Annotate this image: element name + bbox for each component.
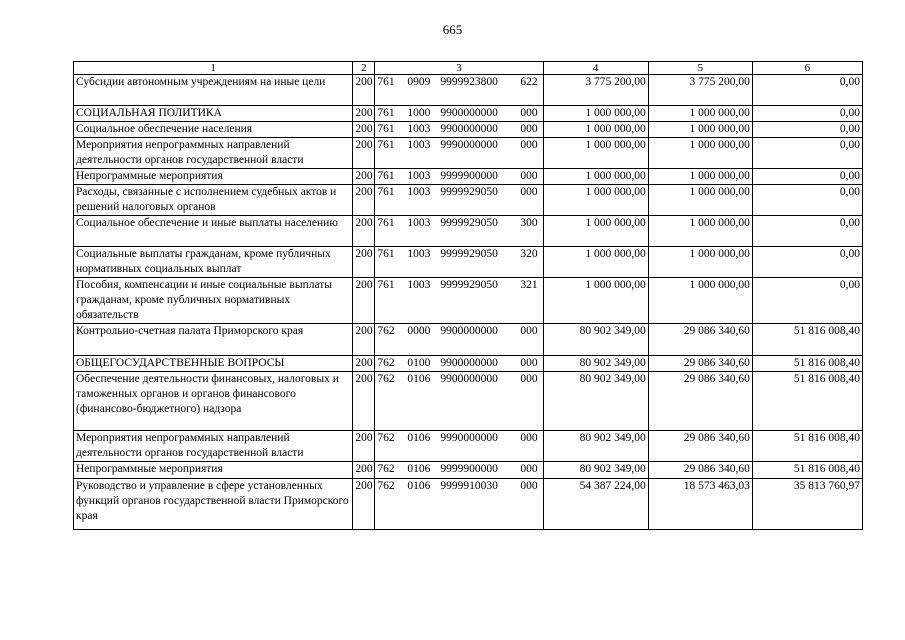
code-department: 761 <box>377 107 395 119</box>
row-value-col5: 1 000 000,00 <box>648 185 752 216</box>
row-code-200: 200 <box>353 278 375 324</box>
code-expense-type: 320 <box>520 248 538 260</box>
row-value-col5: 29 086 340,60 <box>648 372 752 431</box>
table-row <box>74 278 863 324</box>
code-department: 762 <box>377 373 395 385</box>
header-col-2: 2 <box>353 62 375 75</box>
row-name: Социальное обеспечение и иные выплаты населению <box>74 216 353 247</box>
row-value-col5: 1 000 000,00 <box>648 138 752 169</box>
row-classification-code <box>375 216 543 247</box>
code-department: 761 <box>377 248 395 260</box>
row-value-col4: 1 000 000,00 <box>543 169 648 185</box>
code-target: 9999929050 <box>440 186 498 198</box>
row-classification-code <box>375 479 543 530</box>
row-value-col5: 1 000 000,00 <box>648 216 752 247</box>
code-department: 761 <box>377 217 395 229</box>
table-row <box>74 185 863 216</box>
row-classification-code <box>375 356 543 372</box>
code-expense-type: 000 <box>520 357 538 369</box>
code-department: 762 <box>377 463 395 475</box>
table-row <box>74 75 863 106</box>
row-value-col5: 1 000 000,00 <box>648 169 752 185</box>
row-value-col6: 51 816 008,40 <box>752 324 862 356</box>
code-expense-type: 300 <box>520 217 538 229</box>
code-section: 0100 <box>407 357 431 369</box>
row-code-200: 200 <box>353 356 375 372</box>
budget-table <box>73 61 863 530</box>
code-target: 9999929050 <box>440 217 498 229</box>
row-name: СОЦИАЛЬНАЯ ПОЛИТИКА <box>74 106 353 122</box>
header-col-4: 4 <box>543 62 648 75</box>
row-code-200: 200 <box>353 479 375 530</box>
code-expense-type: 000 <box>520 186 538 198</box>
code-expense-type: 000 <box>520 432 538 444</box>
header-col-5: 5 <box>648 62 752 75</box>
row-classification-code <box>375 247 543 278</box>
row-value-col6: 0,00 <box>752 247 862 278</box>
row-value-col6: 0,00 <box>752 75 862 106</box>
row-value-col6: 0,00 <box>752 169 862 185</box>
code-expense-type: 000 <box>520 480 538 492</box>
row-classification-code <box>375 106 543 122</box>
row-code-200: 200 <box>353 372 375 431</box>
row-value-col4: 1 000 000,00 <box>543 138 648 169</box>
row-code-200: 200 <box>353 247 375 278</box>
code-target: 9900000000 <box>440 373 498 385</box>
row-classification-code <box>375 431 543 462</box>
row-value-col6: 51 816 008,40 <box>752 431 862 462</box>
row-value-col6: 0,00 <box>752 278 862 324</box>
table-row <box>74 169 863 185</box>
page-number: 665 <box>442 22 463 37</box>
code-target: 9999929050 <box>440 279 498 291</box>
code-expense-type: 000 <box>520 170 538 182</box>
code-target: 9990000000 <box>440 432 498 444</box>
row-value-col6: 0,00 <box>752 138 862 169</box>
code-expense-type: 000 <box>520 373 538 385</box>
row-classification-code <box>375 324 543 356</box>
code-section: 0106 <box>407 463 431 475</box>
row-value-col4: 1 000 000,00 <box>543 247 648 278</box>
row-classification-code <box>375 138 543 169</box>
code-section: 1003 <box>407 186 431 198</box>
table-row <box>74 431 863 462</box>
row-name: Контрольно-счетная палата Приморского края <box>74 324 353 356</box>
code-expense-type: 000 <box>520 463 538 475</box>
code-target: 9900000000 <box>440 107 498 119</box>
row-value-col4: 80 902 349,00 <box>543 372 648 431</box>
row-value-col6: 51 816 008,40 <box>752 372 862 431</box>
row-value-col6: 0,00 <box>752 216 862 247</box>
table-row <box>74 356 863 372</box>
row-code-200: 200 <box>353 106 375 122</box>
code-department: 761 <box>377 76 395 88</box>
code-department: 762 <box>377 432 395 444</box>
code-section: 1003 <box>407 248 431 260</box>
code-target: 9900000000 <box>440 123 498 135</box>
row-name: Непрограммные мероприятия <box>74 169 353 185</box>
row-classification-code <box>375 462 543 479</box>
code-department: 761 <box>377 139 395 151</box>
row-name: ОБЩЕГОСУДАРСТВЕННЫЕ ВОПРОСЫ <box>74 356 353 372</box>
table-row <box>74 372 863 431</box>
row-code-200: 200 <box>353 169 375 185</box>
row-code-200: 200 <box>353 216 375 247</box>
row-value-col4: 1 000 000,00 <box>543 216 648 247</box>
row-value-col6: 0,00 <box>752 122 862 138</box>
code-target: 9999910030 <box>440 480 498 492</box>
code-section: 0106 <box>407 373 431 385</box>
code-target: 9999900000 <box>440 170 498 182</box>
code-expense-type: 000 <box>520 123 538 135</box>
code-expense-type: 321 <box>520 279 538 291</box>
code-expense-type: 000 <box>520 325 538 337</box>
row-name: Непрограммные мероприятия <box>74 462 353 479</box>
row-classification-code <box>375 75 543 106</box>
code-department: 762 <box>377 357 395 369</box>
row-value-col5: 1 000 000,00 <box>648 247 752 278</box>
row-value-col5: 29 086 340,60 <box>648 431 752 462</box>
table-row <box>74 106 863 122</box>
row-value-col4: 54 387 224,00 <box>543 479 648 530</box>
code-section: 1003 <box>407 139 431 151</box>
row-name: Мероприятия непрограммных направлений деятельности органов государственной власти <box>74 138 353 169</box>
code-target: 9999900000 <box>440 463 498 475</box>
code-expense-type: 000 <box>520 139 538 151</box>
code-department: 761 <box>377 170 395 182</box>
row-value-col5: 1 000 000,00 <box>648 278 752 324</box>
code-section: 1000 <box>407 107 431 119</box>
table-row <box>74 462 863 479</box>
code-section: 1003 <box>407 279 431 291</box>
code-target: 9900000000 <box>440 325 498 337</box>
code-section: 0106 <box>407 432 431 444</box>
row-value-col5: 1 000 000,00 <box>648 106 752 122</box>
row-value-col4: 80 902 349,00 <box>543 356 648 372</box>
code-department: 762 <box>377 480 395 492</box>
row-value-col5: 29 086 340,60 <box>648 462 752 479</box>
table-row <box>74 479 863 530</box>
table-row <box>74 324 863 356</box>
row-value-col5: 1 000 000,00 <box>648 122 752 138</box>
row-name: Субсидии автономным учреждениям на иные цели <box>74 75 353 106</box>
header-col-6: 6 <box>752 62 862 75</box>
code-section: 0909 <box>407 76 431 88</box>
code-section: 1003 <box>407 123 431 135</box>
row-value-col6: 51 816 008,40 <box>752 462 862 479</box>
row-classification-code <box>375 185 543 216</box>
code-section: 0106 <box>407 480 431 492</box>
row-name: Руководство и управление в сфере установленных функций органов государственной власти Приморского края <box>74 479 353 530</box>
code-department: 761 <box>377 123 395 135</box>
row-value-col4: 80 902 349,00 <box>543 431 648 462</box>
row-name: Пособия, компенсации и иные социальные выплаты гражданам, кроме публичных нормативных обязательств <box>74 278 353 324</box>
code-section: 0000 <box>407 325 431 337</box>
row-name: Обеспечение деятельности финансовых, налоговых и таможенных органов и органов финансового (финансово-бюджетного) надзора <box>74 372 353 431</box>
row-code-200: 200 <box>353 138 375 169</box>
row-code-200: 200 <box>353 324 375 356</box>
row-value-col5: 29 086 340,60 <box>648 324 752 356</box>
code-target: 9999929050 <box>440 248 498 260</box>
row-value-col5: 29 086 340,60 <box>648 356 752 372</box>
row-classification-code <box>375 122 543 138</box>
row-value-col6: 51 816 008,40 <box>752 356 862 372</box>
row-value-col6: 35 813 760,97 <box>752 479 862 530</box>
code-section: 1003 <box>407 217 431 229</box>
table-row <box>74 247 863 278</box>
row-classification-code <box>375 169 543 185</box>
code-expense-type: 622 <box>520 76 538 88</box>
row-name: Мероприятия непрограммных направлений деятельности органов государственной власти <box>74 431 353 462</box>
row-value-col4: 3 775 200,00 <box>543 75 648 106</box>
row-code-200: 200 <box>353 122 375 138</box>
table-header-row <box>74 62 863 75</box>
row-name: Расходы, связанные с исполнением судебных актов и решений налоговых органов <box>74 185 353 216</box>
row-value-col4: 1 000 000,00 <box>543 185 648 216</box>
code-department: 761 <box>377 186 395 198</box>
table-row <box>74 122 863 138</box>
row-name: Социальные выплаты гражданам, кроме публичных нормативных социальных выплат <box>74 247 353 278</box>
row-value-col5: 18 573 463,03 <box>648 479 752 530</box>
row-classification-code <box>375 278 543 324</box>
code-department: 761 <box>377 279 395 291</box>
row-code-200: 200 <box>353 75 375 106</box>
code-section: 1003 <box>407 170 431 182</box>
code-target: 9990000000 <box>440 139 498 151</box>
row-value-col4: 80 902 349,00 <box>543 324 648 356</box>
row-name: Социальное обеспечение населения <box>74 122 353 138</box>
code-target: 9900000000 <box>440 357 498 369</box>
code-target: 9999923800 <box>440 76 498 88</box>
row-value-col5: 3 775 200,00 <box>648 75 752 106</box>
row-value-col4: 1 000 000,00 <box>543 278 648 324</box>
row-code-200: 200 <box>353 462 375 479</box>
row-code-200: 200 <box>353 185 375 216</box>
header-col-1: 1 <box>74 62 353 75</box>
row-value-col6: 0,00 <box>752 185 862 216</box>
row-classification-code <box>375 372 543 431</box>
row-value-col4: 1 000 000,00 <box>543 122 648 138</box>
header-col-3: 3 <box>375 62 543 75</box>
code-expense-type: 000 <box>520 107 538 119</box>
row-value-col6: 0,00 <box>752 106 862 122</box>
row-value-col4: 80 902 349,00 <box>543 462 648 479</box>
row-value-col4: 1 000 000,00 <box>543 106 648 122</box>
code-department: 762 <box>377 325 395 337</box>
table-row <box>74 216 863 247</box>
table-row <box>74 138 863 169</box>
row-code-200: 200 <box>353 431 375 462</box>
